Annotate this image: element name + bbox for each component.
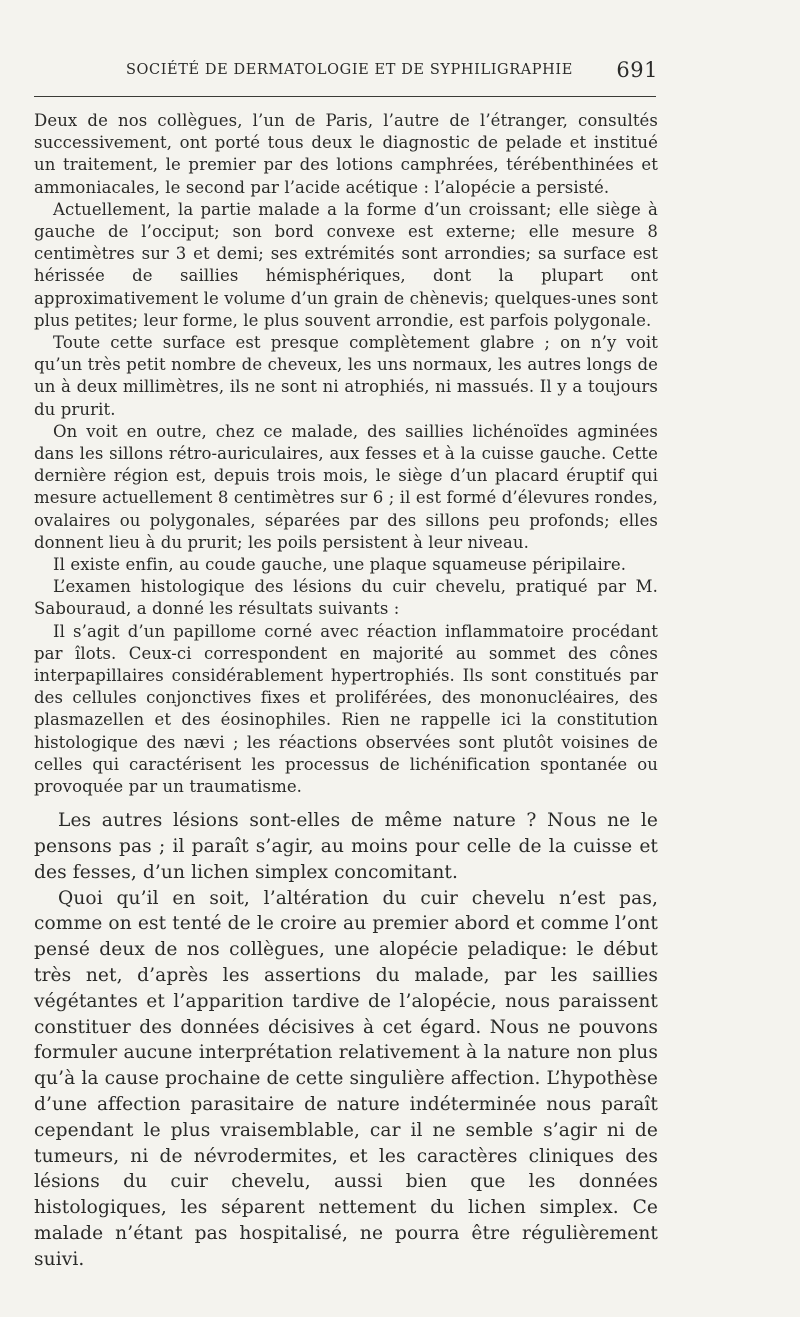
header-rule — [34, 96, 656, 97]
case-paragraph: Deux de nos collègues, l’un de Paris, l’autre de l’étranger, consultés successivement, ont porté tous deux le diagnostic de pelade et institué un traitement, le premier par des lotions camphrées, térébenthinées et ammoniacales, le second par l’acide acétique : l’alopécie a persisté. — [34, 111, 658, 197]
page-header — [34, 58, 658, 86]
discussion-paragraph: Les autres lésions sont-elles de même nature ? Nous ne le pensons pas ; il paraît s’agir, au moins pour celle de la cuisse et des fesses, d’un lichen simplex concomitant. — [34, 810, 658, 883]
case-paragraph: Toute cette surface est presque complètement glabre ; on n’y voit qu’un très petit nombre de cheveux, les uns normaux, les autres longs de un à deux millimètres, ils ne sont ni atrophiés, ni massués. Il y a toujours du prurit. — [34, 333, 658, 419]
discussion-paragraph: Quoi qu’il en soit, l’altération du cuir chevelu n’est pas, comme on est tenté de le croire au premier abord et comme l’ont pensé deux de nos collègues, une alopécie peladique: le début très net, d’après les assertions du malade, par les saillies végétantes et l’apparition tardive de l’alopécie, nous paraissent constituer des données décisives à cet égard. Nous ne pouvons formuler aucune interprétation relativement à la nature non plus qu’à la cause prochaine de cette singulière affection. L’hypothèse d’une affection parasitaire de nature indéterminée nous paraît cependant le plus vraisemblable, car il ne semble s’agir ni de tumeurs, ni de névrodermites, et les caractères cliniques des lésions du cuir chevelu, aussi bien que les données histologiques, les séparent nettement du lichen simplex. Ce malade n’étant pas hospitalisé, ne pourra être régulièrement suivi. — [34, 887, 658, 1270]
histology-paragraph: Il s’agit d’un papillome corné avec réaction inflammatoire procédant par îlots. Ceux-ci correspondent en majorité au sommet des cônes interpapillaires considérablement hypertrophiés. Ils sont constitués par des cellules conjonctives fixes et proliférées, des mononucléaires, des plasmazellen et des éosinophiles. Rien ne rappelle ici la constitution histologique des nævi ; les réactions observées sont plutôt voisines de celles qui caractérisent les processus de lichénification spontanée ou provoquée par un traumatisme. — [34, 621, 658, 797]
body-text — [34, 110, 658, 1273]
running-head: SOCIÉTÉ DE DERMATOLOGIE ET DE SYPHILIGRAPHIE — [126, 62, 573, 78]
section-gap — [34, 798, 658, 808]
case-paragraph: Actuellement, la partie malade a la forme d’un croissant; elle siège à gauche de l’occiput; son bord convexe est externe; elle mesure 8 centimètres sur 3 et demi; ses extrémités sont arrondies; sa surface est hérissée de saillies hémisphériques, dont la plupart ont approximativement le volume d’un grain de chènevis; quelques-unes sont plus petites; leur forme, le plus souvent arrondie, est parfois polygonale. — [34, 199, 658, 330]
case-paragraph: Il existe enfin, au coude gauche, une plaque squameuse péripilaire. — [53, 555, 627, 575]
page-number: 691 — [616, 58, 658, 82]
case-paragraph: L’examen histologique des lésions du cuir chevelu, pratiqué par M. Sabouraud, a donné les résultats suivants : — [34, 577, 658, 619]
case-paragraph: On voit en outre, chez ce malade, des saillies lichénoïdes agminées dans les sillons rétro-auriculaires, aux fesses et à la cuisse gauche. Cette dernière région est, depuis trois mois, le siège d’un placard éruptif qui mesure actuellement 8 centimètres sur 6 ; il est formé d’élevures rondes, ovalaires ou polygonales, séparées par des sillons peu profonds; elles donnent lieu à du prurit; les poils persistent à leur niveau. — [34, 421, 658, 552]
